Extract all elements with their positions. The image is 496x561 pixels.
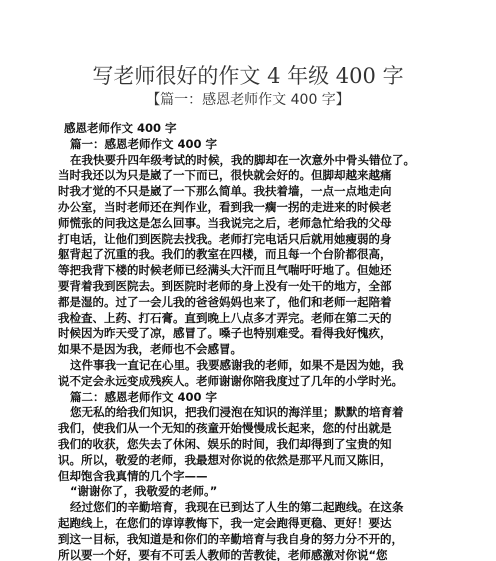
text-line: 所以要一个好，要有不可丢人教师的苦教徒，老师感激对你说“您 bbox=[58, 547, 388, 561]
text-line: 经过您们的辛勤培育，我现在已到达了人生的第二起跑线。在这条 bbox=[70, 500, 404, 515]
text-line: 但却饱含我真情的几个字—— bbox=[58, 468, 208, 483]
text-line: 都是湿的。过了一会儿我的爸爸妈妈也来了，他们和老师一起陪着 bbox=[58, 294, 392, 309]
text-line: 您无私的给我们知识，把我们浸泡在知识的海洋里；默默的培育着 bbox=[70, 405, 404, 420]
text-line: 我检查、上药、打石膏。直到晚上八点多才弄完。老师在第二天的 bbox=[58, 310, 392, 325]
text-line: 到这一目标，我知道是和你们的辛勤培育与我自身的努力分不开的， bbox=[58, 531, 403, 546]
text-line: 等把我背下楼的时候老师已经满头大汗而且气喘吁吁地了。但她还 bbox=[58, 263, 392, 278]
text-line: 篇二：感恩老师作文 400 字 bbox=[70, 389, 218, 404]
text-line: 感恩老师作文 400 字 bbox=[64, 121, 177, 135]
text-line: 如果不是因为我，老师也不会感冒。 bbox=[58, 342, 242, 357]
text-line: “谢谢你了，我敬爱的老师。” bbox=[70, 484, 218, 499]
document-title: 写老师很好的作文 4 年级 400 字 bbox=[92, 64, 404, 88]
text-line: 打电话，让他们到医院去找我。老师打完电话只后就用她瘦弱的身 bbox=[58, 231, 392, 246]
text-line: 起跑线上，在您们的谆谆教悔下，我一定会跑得更稳、更好！要达 bbox=[58, 515, 392, 530]
text-line: 时我才觉的不只是崴了一下那么简单。我扶着墙，一点一点地走向 bbox=[58, 184, 392, 199]
document-body bbox=[58, 121, 448, 561]
text-line: 我们的收获，您失去了休闲、娱乐的时间，我们却得到了宝贵的知 bbox=[58, 436, 392, 451]
text-line: 师慌张的问我这是怎么回事。当我说完之后，老师急忙给我的父母 bbox=[58, 215, 392, 230]
text-line: 识。所以，敬爱的老师，我最想对你说的依然是那平凡而又陈旧， bbox=[58, 452, 392, 467]
text-line: 办公室，当时老师还在判作业，看到我一瘸一拐的走进来的时候老 bbox=[58, 199, 392, 214]
text-line: 篇一：感恩老师作文 400 字 bbox=[70, 136, 218, 151]
text-line: 我们，使我们从一个无知的孩童开始慢慢成长起来，您的付出就是 bbox=[58, 421, 392, 436]
text-line: 说不定会永远变成残疾人。老师谢谢你陪我度过了几年的小学时光。 bbox=[58, 373, 403, 388]
text-line: 这件事我一直记在心里。我要感谢我的老师，如果不是因为她，我 bbox=[70, 357, 404, 372]
text-line: 在我快要升四年级考试的时候，我的脚却在一次意外中骨头错位了。 bbox=[70, 152, 415, 167]
text-line: 要背着我到医院去。到医院时老师的身上没有一处干的地方，全部 bbox=[58, 278, 392, 293]
text-line: 时候因为昨天受了凉，感冒了。嗓子也特别难受。看得我好愧疚， bbox=[58, 326, 392, 341]
document-subtitle: 【篇一：感恩老师作文 400 字】 bbox=[146, 92, 350, 108]
text-line: 躯背起了沉重的我。我们的教室在四楼，而且每一个台阶都很高， bbox=[58, 247, 392, 262]
text-line: 当时我还以为只是崴了一下而已，很快就会好的。但脚却越来越痛 bbox=[58, 168, 392, 183]
